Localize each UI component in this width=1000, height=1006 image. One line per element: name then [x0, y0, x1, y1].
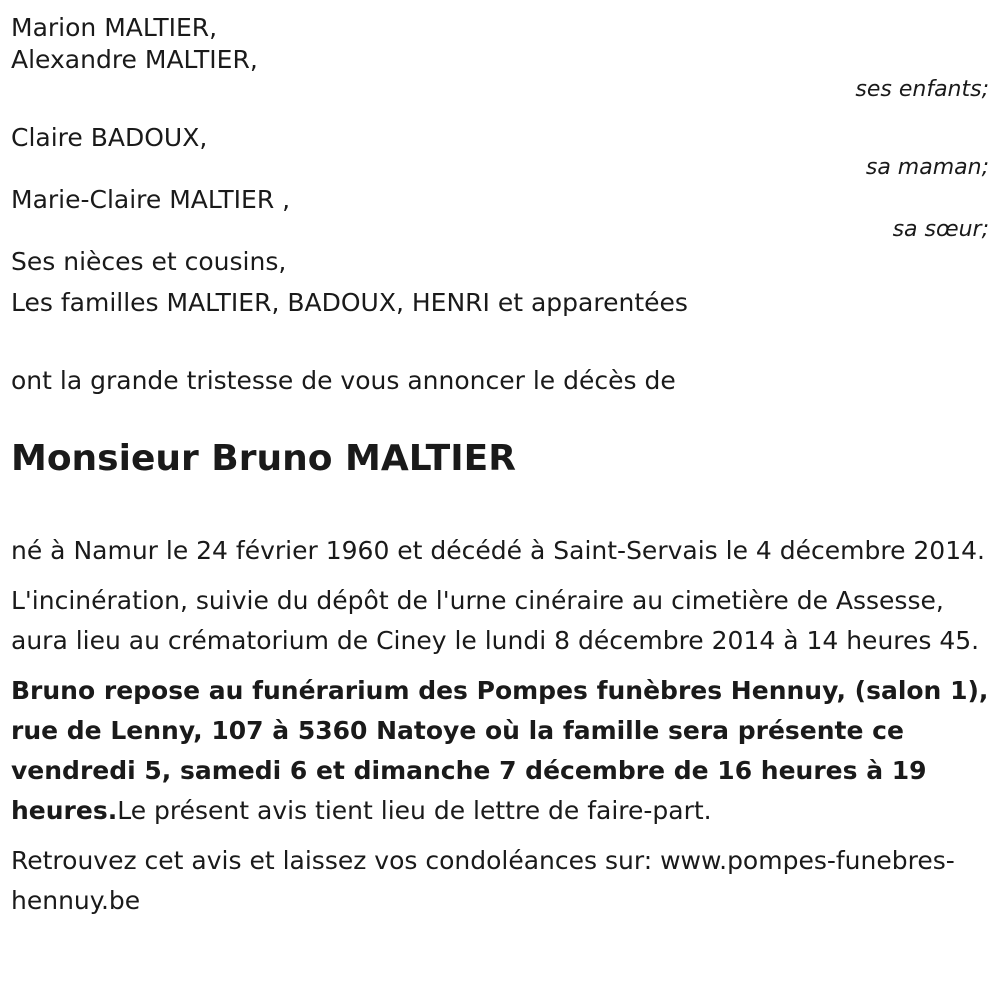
- children-group: [11, 8, 989, 118]
- sister-name: Marie-Claire MALTIER ,: [11, 185, 291, 214]
- visitation-paragraph: [11, 671, 989, 831]
- visitation-note: Le présent avis tient lieu de lettre de faire-part.: [117, 796, 712, 825]
- condolences-text: Retrouvez cet avis et laissez vos condoléances sur: www.pompes-funebres-hennuy.be: [11, 846, 955, 915]
- sister-role: sa sœur;: [892, 217, 989, 242]
- children-role: ses enfants;: [855, 77, 989, 102]
- families: Les familles MALTIER, BADOUX, HENRI et apparentées: [11, 288, 688, 317]
- child-name-2: Alexandre MALTIER,: [11, 45, 258, 74]
- visitation-bold-text: Bruno repose au funérarium des Pompes funèbres Hennuy, (salon 1), rue de Lenny, 107 à 5360 Natoye où la famille sera présente ce vendredi 5, samedi 6 et dimanche 7 décembre de 16 heures à 19 heures.: [11, 676, 989, 825]
- ceremony-text: L'incinération, suivie du dépôt de l'urne cinéraire au cimetière de Assesse, aura lieu au crématorium de Ciney le lundi 8 décembre 2014 à 14 heures 45.: [11, 586, 980, 655]
- others-group: [11, 242, 989, 323]
- birth-death-text: né à Namur le 24 février 1960 et décédé à Saint-Servais le 4 décembre 2014.: [11, 536, 985, 565]
- mother-role: sa maman;: [865, 155, 989, 180]
- sister-group: [11, 180, 989, 242]
- deceased-name: Monsieur Bruno MALTIER: [11, 438, 516, 479]
- mother-name: Claire BADOUX,: [11, 123, 208, 152]
- nieces-cousins: Ses nièces et cousins,: [11, 247, 287, 276]
- announcement-text: ont la grande tristesse de vous annoncer le décès de: [11, 366, 676, 395]
- mother-group: [11, 118, 989, 180]
- child-name-1: Marion MALTIER,: [11, 13, 218, 42]
